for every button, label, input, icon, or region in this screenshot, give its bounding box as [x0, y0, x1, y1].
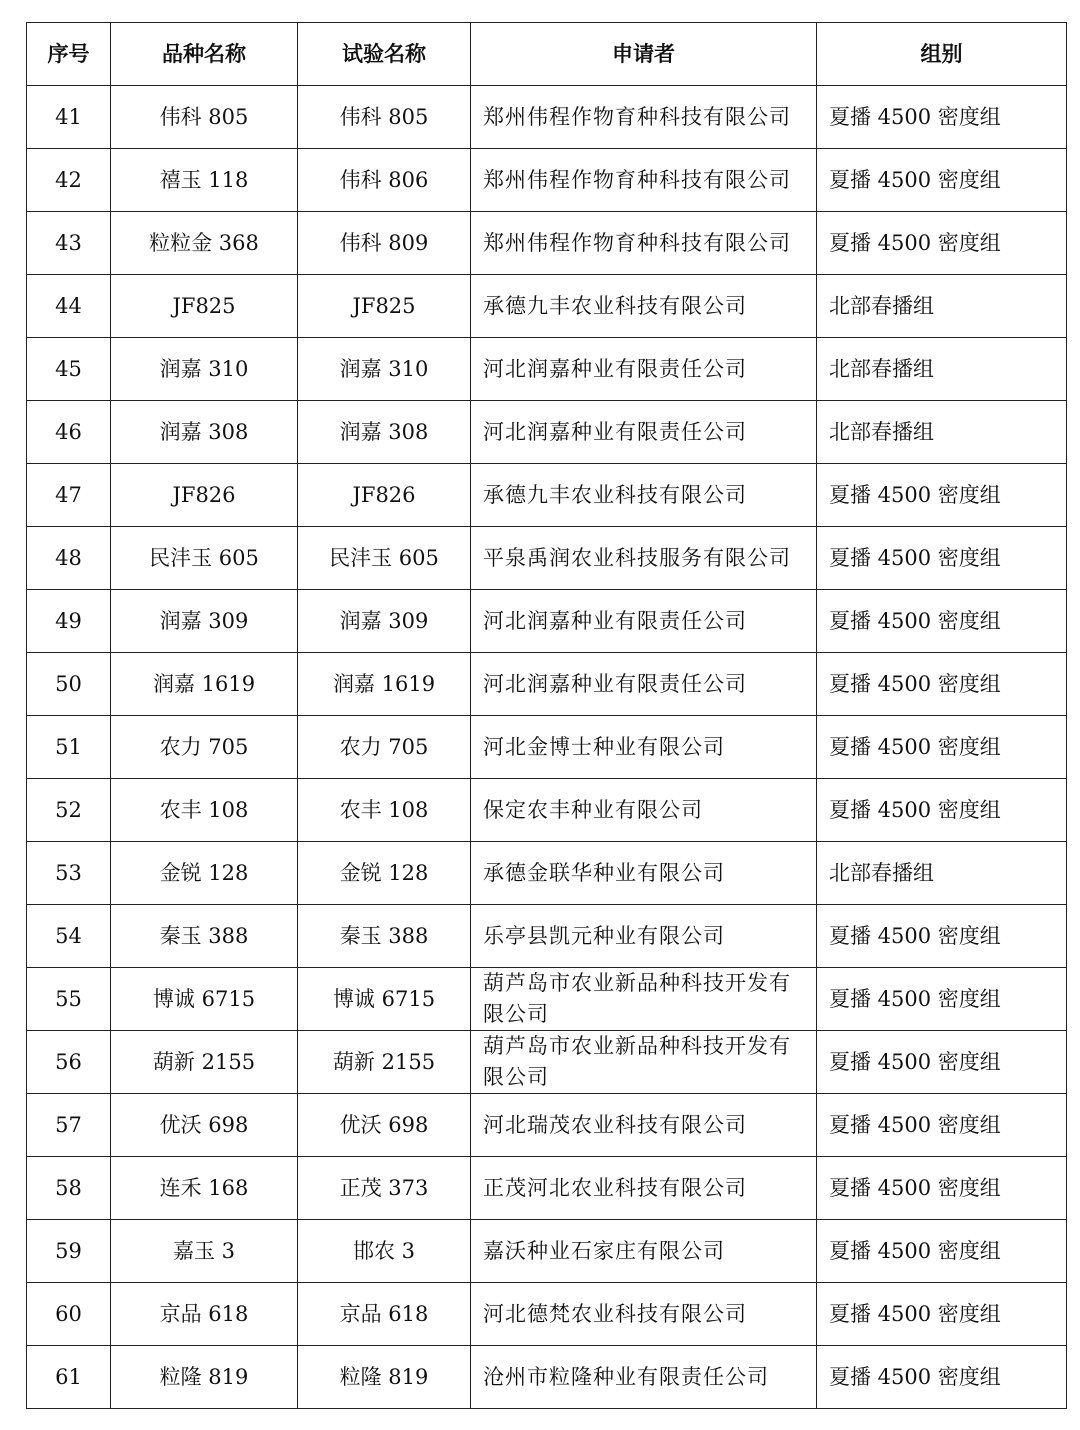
table-row	[27, 716, 1067, 779]
cell-no: 42	[27, 149, 111, 212]
cell-applicant: 郑州伟程作物育种科技有限公司	[471, 212, 817, 275]
cell-applicant: 河北德梵农业科技有限公司	[471, 1283, 817, 1346]
table-row	[27, 590, 1067, 653]
cell-trial-name: 金锐 128	[298, 842, 471, 905]
cell-variety-name: 粒隆 819	[111, 1346, 298, 1409]
cell-no: 45	[27, 338, 111, 401]
cell-applicant: 葫芦岛市农业新品种科技开发有限公司	[471, 968, 817, 1031]
cell-group: 夏播 4500 密度组	[817, 1157, 1067, 1220]
cell-trial-name: 润嘉 308	[298, 401, 471, 464]
cell-trial-name: 润嘉 309	[298, 590, 471, 653]
cell-group: 夏播 4500 密度组	[817, 86, 1067, 149]
table-row	[27, 149, 1067, 212]
cell-group: 夏播 4500 密度组	[817, 779, 1067, 842]
table-row	[27, 905, 1067, 968]
cell-variety-name: 嘉玉 3	[111, 1220, 298, 1283]
cell-no: 43	[27, 212, 111, 275]
cell-variety-name: 博诚 6715	[111, 968, 298, 1031]
cell-group: 夏播 4500 密度组	[817, 1346, 1067, 1409]
cell-trial-name: 京品 618	[298, 1283, 471, 1346]
cell-variety-name: 秦玉 388	[111, 905, 298, 968]
cell-variety-name: 民沣玉 605	[111, 527, 298, 590]
cell-applicant: 河北润嘉种业有限责任公司	[471, 338, 817, 401]
table-row	[27, 464, 1067, 527]
cell-trial-name: 秦玉 388	[298, 905, 471, 968]
cell-group: 夏播 4500 密度组	[817, 653, 1067, 716]
cell-no: 61	[27, 1346, 111, 1409]
table-row	[27, 1157, 1067, 1220]
cell-variety-name: 金锐 128	[111, 842, 298, 905]
cell-trial-name: 正茂 373	[298, 1157, 471, 1220]
cell-no: 55	[27, 968, 111, 1031]
cell-variety-name: 伟科 805	[111, 86, 298, 149]
cell-applicant: 河北润嘉种业有限责任公司	[471, 653, 817, 716]
cell-no: 44	[27, 275, 111, 338]
cell-no: 51	[27, 716, 111, 779]
cell-variety-name: 优沃 698	[111, 1094, 298, 1157]
cell-applicant: 承德金联华种业有限公司	[471, 842, 817, 905]
header-variety-name: 品种名称	[111, 23, 298, 86]
variety-table	[26, 22, 1067, 1409]
cell-no: 60	[27, 1283, 111, 1346]
cell-group: 夏播 4500 密度组	[817, 968, 1067, 1031]
cell-applicant: 正茂河北农业科技有限公司	[471, 1157, 817, 1220]
cell-trial-name: 伟科 806	[298, 149, 471, 212]
cell-applicant: 沧州市粒隆种业有限责任公司	[471, 1346, 817, 1409]
cell-group: 北部春播组	[817, 842, 1067, 905]
cell-variety-name: JF826	[111, 464, 298, 527]
cell-no: 57	[27, 1094, 111, 1157]
table-row	[27, 1094, 1067, 1157]
cell-applicant: 承德九丰农业科技有限公司	[471, 275, 817, 338]
cell-variety-name: 京品 618	[111, 1283, 298, 1346]
table-row	[27, 653, 1067, 716]
cell-group: 北部春播组	[817, 401, 1067, 464]
cell-trial-name: 粒隆 819	[298, 1346, 471, 1409]
table-header-row	[27, 23, 1067, 86]
cell-group: 夏播 4500 密度组	[817, 590, 1067, 653]
cell-no: 56	[27, 1031, 111, 1094]
cell-group: 夏播 4500 密度组	[817, 1094, 1067, 1157]
cell-applicant: 河北润嘉种业有限责任公司	[471, 401, 817, 464]
table-row	[27, 401, 1067, 464]
cell-trial-name: 伟科 805	[298, 86, 471, 149]
cell-group: 夏播 4500 密度组	[817, 527, 1067, 590]
cell-group: 夏播 4500 密度组	[817, 716, 1067, 779]
cell-no: 50	[27, 653, 111, 716]
header-applicant: 申请者	[471, 23, 817, 86]
cell-variety-name: 农丰 108	[111, 779, 298, 842]
cell-applicant: 嘉沃种业石家庄有限公司	[471, 1220, 817, 1283]
cell-trial-name: 邯农 3	[298, 1220, 471, 1283]
cell-group: 夏播 4500 密度组	[817, 905, 1067, 968]
cell-applicant: 河北金博士种业有限公司	[471, 716, 817, 779]
cell-variety-name: 农力 705	[111, 716, 298, 779]
cell-no: 52	[27, 779, 111, 842]
cell-group: 夏播 4500 密度组	[817, 149, 1067, 212]
table-row	[27, 338, 1067, 401]
cell-variety-name: 润嘉 310	[111, 338, 298, 401]
table-row	[27, 1283, 1067, 1346]
header-no: 序号	[27, 23, 111, 86]
table-row	[27, 1031, 1067, 1094]
cell-trial-name: JF826	[298, 464, 471, 527]
cell-applicant: 郑州伟程作物育种科技有限公司	[471, 86, 817, 149]
cell-variety-name: 粒粒金 368	[111, 212, 298, 275]
table-row	[27, 1346, 1067, 1409]
table-row	[27, 212, 1067, 275]
cell-group: 夏播 4500 密度组	[817, 1220, 1067, 1283]
cell-group: 夏播 4500 密度组	[817, 212, 1067, 275]
cell-applicant: 承德九丰农业科技有限公司	[471, 464, 817, 527]
cell-trial-name: 伟科 809	[298, 212, 471, 275]
header-trial-name: 试验名称	[298, 23, 471, 86]
cell-trial-name: 润嘉 1619	[298, 653, 471, 716]
cell-variety-name: 禧玉 118	[111, 149, 298, 212]
table-row	[27, 275, 1067, 338]
cell-trial-name: 农力 705	[298, 716, 471, 779]
cell-trial-name: 优沃 698	[298, 1094, 471, 1157]
cell-applicant: 葫芦岛市农业新品种科技开发有限公司	[471, 1031, 817, 1094]
cell-no: 48	[27, 527, 111, 590]
cell-trial-name: JF825	[298, 275, 471, 338]
table-row	[27, 779, 1067, 842]
cell-no: 54	[27, 905, 111, 968]
table-row	[27, 1220, 1067, 1283]
cell-no: 46	[27, 401, 111, 464]
cell-variety-name: 连禾 168	[111, 1157, 298, 1220]
cell-group: 北部春播组	[817, 275, 1067, 338]
cell-no: 47	[27, 464, 111, 527]
cell-trial-name: 博诚 6715	[298, 968, 471, 1031]
cell-applicant: 平泉禹润农业科技服务有限公司	[471, 527, 817, 590]
cell-trial-name: 农丰 108	[298, 779, 471, 842]
table-body	[27, 86, 1067, 1409]
cell-trial-name: 润嘉 310	[298, 338, 471, 401]
cell-no: 49	[27, 590, 111, 653]
table-row	[27, 842, 1067, 905]
cell-trial-name: 民沣玉 605	[298, 527, 471, 590]
cell-applicant: 河北瑞茂农业科技有限公司	[471, 1094, 817, 1157]
table-row	[27, 968, 1067, 1031]
cell-no: 53	[27, 842, 111, 905]
cell-applicant: 乐亭县凯元种业有限公司	[471, 905, 817, 968]
header-group: 组别	[817, 23, 1067, 86]
cell-group: 夏播 4500 密度组	[817, 1031, 1067, 1094]
table-row	[27, 527, 1067, 590]
cell-variety-name: 葫新 2155	[111, 1031, 298, 1094]
cell-no: 41	[27, 86, 111, 149]
cell-applicant: 郑州伟程作物育种科技有限公司	[471, 149, 817, 212]
cell-variety-name: 润嘉 1619	[111, 653, 298, 716]
cell-trial-name: 葫新 2155	[298, 1031, 471, 1094]
cell-variety-name: 润嘉 309	[111, 590, 298, 653]
cell-variety-name: JF825	[111, 275, 298, 338]
cell-group: 夏播 4500 密度组	[817, 464, 1067, 527]
cell-no: 58	[27, 1157, 111, 1220]
cell-group: 北部春播组	[817, 338, 1067, 401]
table-row	[27, 86, 1067, 149]
cell-applicant: 河北润嘉种业有限责任公司	[471, 590, 817, 653]
cell-variety-name: 润嘉 308	[111, 401, 298, 464]
cell-group: 夏播 4500 密度组	[817, 1283, 1067, 1346]
cell-no: 59	[27, 1220, 111, 1283]
cell-applicant: 保定农丰种业有限公司	[471, 779, 817, 842]
